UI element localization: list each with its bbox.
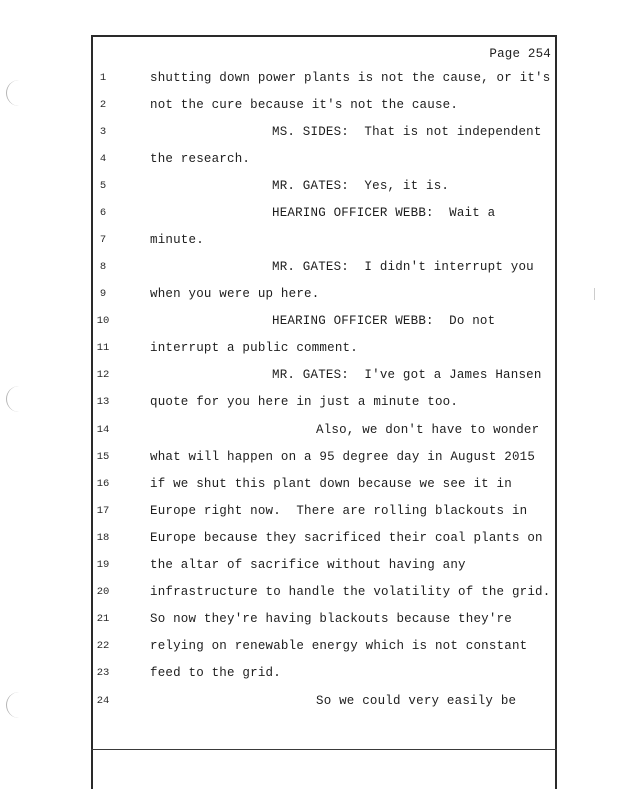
line-number: 14 <box>96 424 110 436</box>
transcript-line-speaker: MR. GATES: Yes, it is. <box>272 179 450 193</box>
line-number: 8 <box>99 261 107 273</box>
transcript-line: quote for you here in just a minute too. <box>150 395 459 409</box>
line-number: 22 <box>96 640 110 652</box>
line-number: 6 <box>99 207 107 219</box>
transcript-line: if we shut this plant down because we see it in <box>150 477 512 491</box>
transcript-line-speaker: MS. SIDES: That is not independent <box>272 125 542 139</box>
transcript-line: the altar of sacrifice without having any <box>150 558 466 572</box>
binder-hole-top <box>6 80 21 106</box>
transcript-line: when you were up here. <box>150 287 320 301</box>
transcript-line: not the cure because it's not the cause. <box>150 98 459 112</box>
transcript-line: So now they're having blackouts because they're <box>150 612 512 626</box>
line-number: 1 <box>99 72 107 84</box>
line-number: 19 <box>96 559 110 571</box>
line-number: 5 <box>99 180 107 192</box>
line-number: 24 <box>96 695 110 707</box>
line-number: 13 <box>96 396 110 408</box>
transcript-line-speaker: MR. GATES: I didn't interrupt you <box>272 260 534 274</box>
line-number: 16 <box>96 478 110 490</box>
line-number: 11 <box>96 342 110 354</box>
line-number: 10 <box>96 315 110 327</box>
line-number: 20 <box>96 586 110 598</box>
transcript-line-speaker: MR. GATES: I've got a James Hansen <box>272 368 542 382</box>
transcript-line: the research. <box>150 152 251 166</box>
transcript-line: feed to the grid. <box>150 666 281 680</box>
transcript-line: minute. <box>150 233 204 247</box>
page-number: Page 254 <box>489 47 551 61</box>
transcript-line: what will happen on a 95 degree day in August 2015 <box>150 450 536 464</box>
transcript-line: shutting down power plants is not the cause, or it's <box>150 71 551 85</box>
bottom-rule <box>91 749 557 750</box>
binder-hole-bottom <box>6 692 21 718</box>
line-number: 9 <box>99 288 107 300</box>
scan-mark <box>594 288 595 300</box>
transcript-line-speaker: HEARING OFFICER WEBB: Wait a <box>272 206 496 220</box>
transcript-line: interrupt a public comment. <box>150 341 358 355</box>
line-number: 18 <box>96 532 110 544</box>
transcript-line-paragraph: So we could very easily be <box>316 694 517 708</box>
transcript-line: relying on renewable energy which is not constant <box>150 639 528 653</box>
line-number: 4 <box>99 153 107 165</box>
transcript-line: Europe right now. There are rolling blackouts in <box>150 504 528 518</box>
line-number: 12 <box>96 369 110 381</box>
line-number: 7 <box>99 234 107 246</box>
line-number: 17 <box>96 505 110 517</box>
line-number: 15 <box>96 451 110 463</box>
transcript-line: Europe because they sacrificed their coal plants on <box>150 531 543 545</box>
transcript-line: infrastructure to handle the volatility of the grid. <box>150 585 551 599</box>
line-number: 21 <box>96 613 110 625</box>
line-number: 3 <box>99 126 107 138</box>
transcript-line-paragraph: Also, we don't have to wonder <box>316 423 540 437</box>
transcript-line-speaker: HEARING OFFICER WEBB: Do not <box>272 314 496 328</box>
line-number: 2 <box>99 99 107 111</box>
binder-hole-middle <box>6 386 21 412</box>
line-number: 23 <box>96 667 110 679</box>
